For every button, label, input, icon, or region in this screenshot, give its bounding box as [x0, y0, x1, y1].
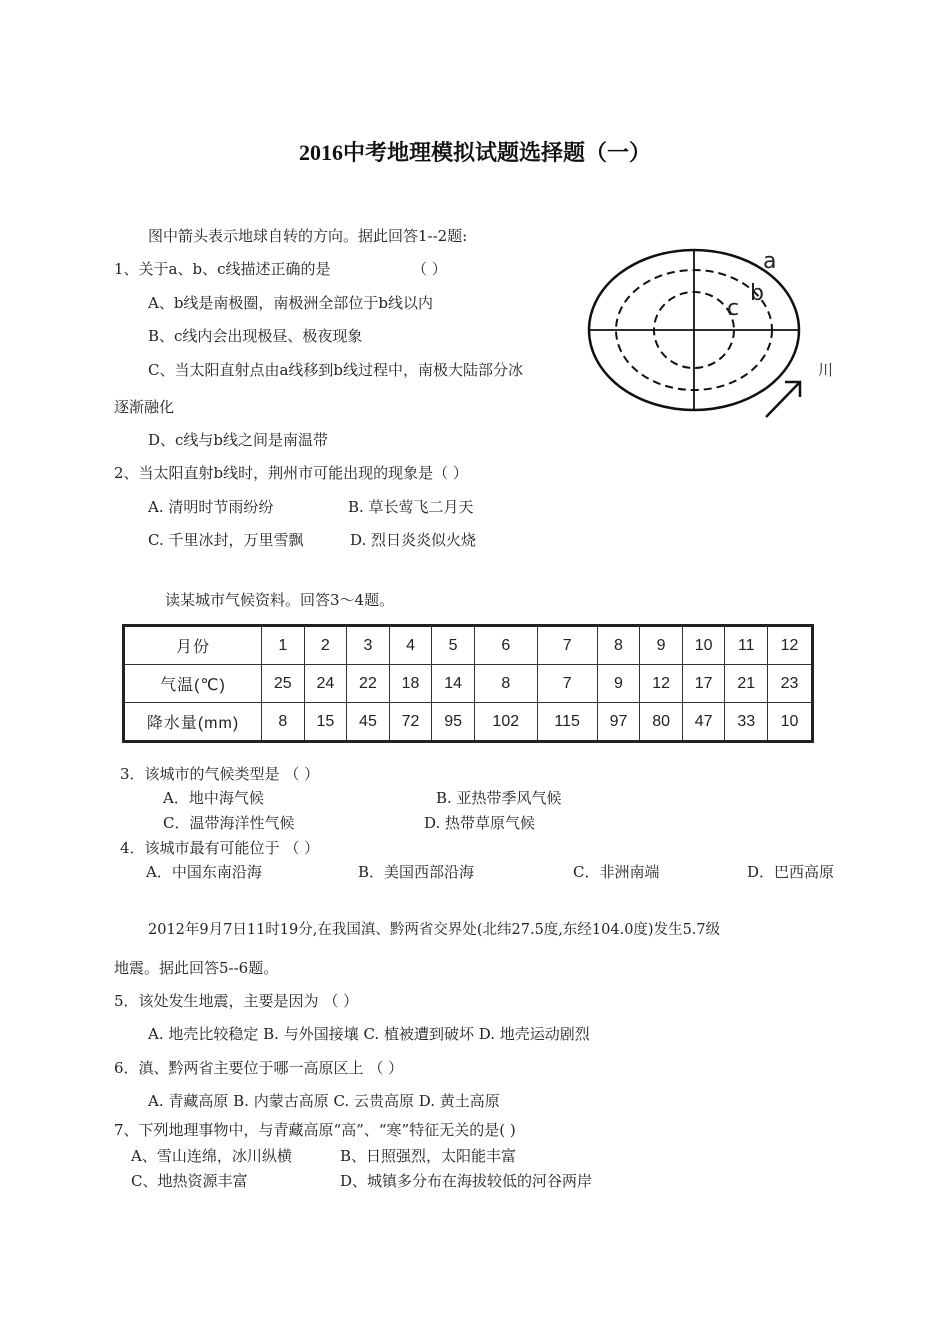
q5-stem: 5．该处发生地震，主要是因为 （ ） [114, 992, 359, 1010]
month-cell: 5 [432, 626, 475, 665]
q3-option-c: C．温带海洋性气候 [163, 814, 295, 832]
month-cell: 1 [262, 626, 305, 665]
q1-option-a: A、b线是南极圈，南极洲全部位于b线以内 [148, 294, 434, 312]
temperature-cell: 18 [389, 665, 432, 703]
q2-stem: 2、当太阳直射b线时，荆州市可能出现的现象是（ ） [114, 464, 468, 482]
row-label-month: 月份 [124, 626, 262, 665]
temperature-cell: 24 [304, 665, 347, 703]
precipitation-cell: 33 [725, 703, 768, 742]
table-row-temperature [124, 665, 813, 703]
q7-option-c: C、地热资源丰富 [131, 1172, 248, 1190]
q3-option-b: B. 亚热带季风气候 [436, 789, 562, 807]
q7-option-b: B、日照强烈，太阳能丰富 [340, 1147, 517, 1165]
precipitation-cell: 15 [304, 703, 347, 742]
month-cell: 6 [474, 626, 537, 665]
precipitation-cell: 10 [768, 703, 813, 742]
q7-option-d: D、城镇多分布在海拔较低的河谷两岸 [340, 1172, 593, 1190]
q4-option-a: A．中国东南沿海 [146, 863, 262, 881]
q1-option-d: D、c线与b线之间是南温带 [148, 431, 329, 449]
climate-table [122, 624, 814, 743]
precipitation-cell: 8 [262, 703, 305, 742]
q4-option-c: C．非洲南端 [573, 863, 660, 881]
month-cell: 4 [389, 626, 432, 665]
temperature-cell: 22 [347, 665, 390, 703]
month-cell: 10 [682, 626, 725, 665]
temperature-cell: 7 [537, 665, 597, 703]
label-b: b [750, 281, 764, 306]
q2-option-a: A. 清明时节雨纷纷 [148, 498, 274, 516]
precipitation-cell: 72 [389, 703, 432, 742]
label-c: c [727, 296, 740, 321]
month-cell: 3 [347, 626, 390, 665]
section3-intro-line1: 2012年9月7日11时19分,在我国滇、黔两省交界处(北纬27.5度,东经104.0度)发生5.7级 [148, 922, 721, 938]
temperature-cell: 17 [682, 665, 725, 703]
q6-options: A. 青藏高原 B. 内蒙古高原 C. 云贵高原 D. 黄土高原 [148, 1092, 500, 1110]
precipitation-cell: 95 [432, 703, 475, 742]
month-cell: 9 [640, 626, 683, 665]
month-cell: 7 [537, 626, 597, 665]
q4-option-b: B．美国西部沿海 [358, 863, 475, 881]
q7-stem: 7、下列地理事物中，与青藏高原“高”、“寒”特征无关的是( ) [114, 1121, 516, 1139]
arrow-icon [766, 382, 800, 417]
precipitation-cell: 115 [537, 703, 597, 742]
q1-option-c-continued: 逐渐融化 [114, 398, 175, 416]
section1-intro: 图中箭头表示地球自转的方向。据此回答1--2题: [148, 227, 468, 245]
temperature-cell: 14 [432, 665, 475, 703]
section2-intro: 读某城市气候资料。回答3～4题。 [165, 591, 395, 609]
polar-circle-diagram [580, 242, 820, 427]
precipitation-cell: 102 [474, 703, 537, 742]
label-a: a [763, 249, 777, 274]
temperature-cell: 12 [640, 665, 683, 703]
q3-stem: 3．该城市的气候类型是 （ ） [120, 765, 320, 783]
table-row-months [124, 626, 813, 665]
q1-paren: （ ） [412, 260, 447, 278]
q7-option-a: A、雪山连绵，冰川纵横 [131, 1147, 292, 1165]
temperature-cell: 9 [597, 665, 640, 703]
q4-option-d: D．巴西高原 [747, 863, 835, 881]
q1-option-c: C、当太阳直射点由a线移到b线过程中，南极大陆部分冰 [148, 361, 524, 379]
q1-stem: 1、关于a、b、c线描述正确的是 [114, 260, 331, 278]
q2-option-c: C. 千里冰封，万里雪飘 [148, 531, 304, 549]
q2-option-b: B. 草长莺飞二月天 [348, 498, 474, 516]
temperature-cell: 25 [262, 665, 305, 703]
month-cell: 12 [768, 626, 813, 665]
month-cell: 8 [597, 626, 640, 665]
page-title: 2016中考地理模拟试题选择题（一） [298, 140, 651, 165]
q6-stem: 6．滇、黔两省主要位于哪一高原区上 （ ） [114, 1059, 404, 1077]
precipitation-cell: 80 [640, 703, 683, 742]
month-cell: 11 [725, 626, 768, 665]
q5-options: A. 地壳比较稳定 B. 与外国接壤 C. 植被遭到破坏 D. 地壳运动剧烈 [148, 1025, 590, 1043]
section3-intro-line2: 地震。据此回答5--6题。 [114, 959, 279, 977]
temperature-cell: 8 [474, 665, 537, 703]
precipitation-cell: 97 [597, 703, 640, 742]
temperature-cell: 23 [768, 665, 813, 703]
row-label-precipitation: 降水量(mm) [124, 703, 262, 742]
q2-option-d: D. 烈日炎炎似火烧 [350, 531, 477, 549]
q3-option-a: A．地中海气候 [163, 789, 264, 807]
month-cell: 2 [304, 626, 347, 665]
q1-option-c-tail: 川 [818, 361, 834, 379]
row-label-temperature: 气温(℃) [124, 665, 262, 703]
q3-option-d: D. 热带草原气候 [424, 814, 536, 832]
precipitation-cell: 47 [682, 703, 725, 742]
precipitation-cell: 45 [347, 703, 390, 742]
q1-option-b: B、c线内会出现极昼、极夜现象 [148, 327, 363, 345]
q4-stem: 4．该城市最有可能位于 （ ） [120, 839, 320, 857]
temperature-cell: 21 [725, 665, 768, 703]
table-row-precipitation [124, 703, 813, 742]
